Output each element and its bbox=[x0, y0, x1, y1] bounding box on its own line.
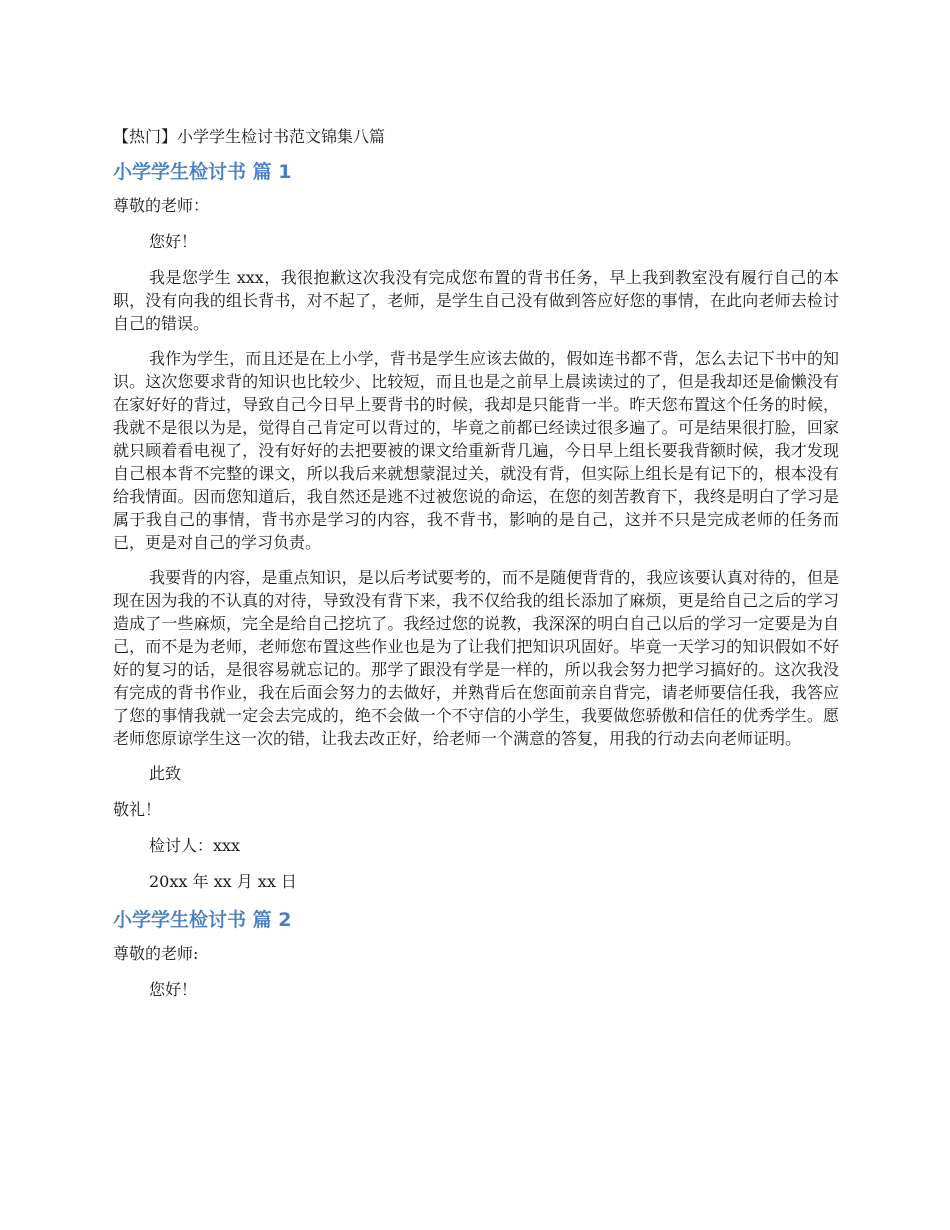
section-2 bbox=[113, 906, 839, 1001]
closing: 此致 bbox=[149, 764, 182, 783]
section-1 bbox=[113, 158, 839, 893]
body-paragraph: 我作为学生，而且还是在上小学，背书是学生应该去做的，假如连书都不背，怎么去记下书中的知识。这次您要求背的知识也比较少、比较短，而且也是之前早上晨读读过的了，但是我却还是偷懒没有在家好好的背过，导致自己今日早上要背书的时候，我却是只能背一半。昨天您布置这个任务的时候，我就不是很以为是，觉得自己肯定可以背过的，毕竟之前都已经读过很多遍了。可是结果很打脸，回家就只顾着看电视了，没有好好的去把要被的课文给重新背几遍，今日早上组长要我背额时候，我才发现自己根本背不完整的课文，所以我后来就想蒙混过关，就没有背，但实际上组长是有记下的，根本没有给我情面。因而您知道后，我自然还是逃不过被您说的命运，在您的刻苦教育下，我终是明白了学习是属于我自己的事情，背书亦是学习的内容，我不背书，影响的是自己，这并不只是完成老师的任务而已，更是对自己的学习负责。 bbox=[113, 349, 839, 552]
document-title: 【热门】小学学生检讨书范文锦集八篇 bbox=[113, 127, 386, 146]
date: 20xx 年 xx 月 xx 日 bbox=[149, 872, 297, 891]
salutation: 尊敬的老师： bbox=[113, 196, 210, 215]
document-page bbox=[113, 124, 839, 1014]
salutation: 尊敬的老师: bbox=[113, 944, 199, 963]
section-heading: 小学学生检讨书 篇 1 bbox=[113, 161, 292, 183]
greeting: 您好！ bbox=[149, 980, 198, 999]
regards: 敬礼！ bbox=[113, 800, 162, 819]
signature: 检讨人：xxx bbox=[149, 836, 241, 855]
greeting: 您好！ bbox=[149, 232, 198, 251]
body-paragraph: 我是您学生 xxx，我很抱歉这次我没有完成您布置的背书任务，早上我到教室没有履行自己的本职，没有向我的组长背书，对不起了，老师，是学生自己没有做到答应好您的事情，在此向老师去检讨自己的错误。 bbox=[113, 268, 839, 333]
body-paragraph: 我要背的内容，是重点知识，是以后考试要考的，而不是随便背背的，我应该要认真对待的，但是现在因为我的不认真的对待，导致没有背下来，我不仅给我的组长添加了麻烦，更是给自己之后的学习造成了一些麻烦，完全是给自己挖坑了。我经过您的说教，我深深的明白自己以后的学习一定要是为自己，而不是为老师，老师您布置这些作业也是为了让我们把知识巩固好。毕竟一天学习的知识假如不好好的复习的话，是很容易就忘记的。那学了跟没有学是一样的，所以我会努力把学习搞好的。这次我没有完成的背书作业，我在后面会努力的去做好，并熟背后在您面前亲自背完，请老师要信任我，我答应了您的事情我就一定会去完成的，绝不会做一个不守信的小学生，我要做您骄傲和信任的优秀学生。愿老师您原谅学生这一次的错，让我去改正好，给老师一个满意的答复，用我的行动去向老师证明。 bbox=[113, 568, 839, 748]
section-heading: 小学学生检讨书 篇 2 bbox=[113, 909, 292, 931]
